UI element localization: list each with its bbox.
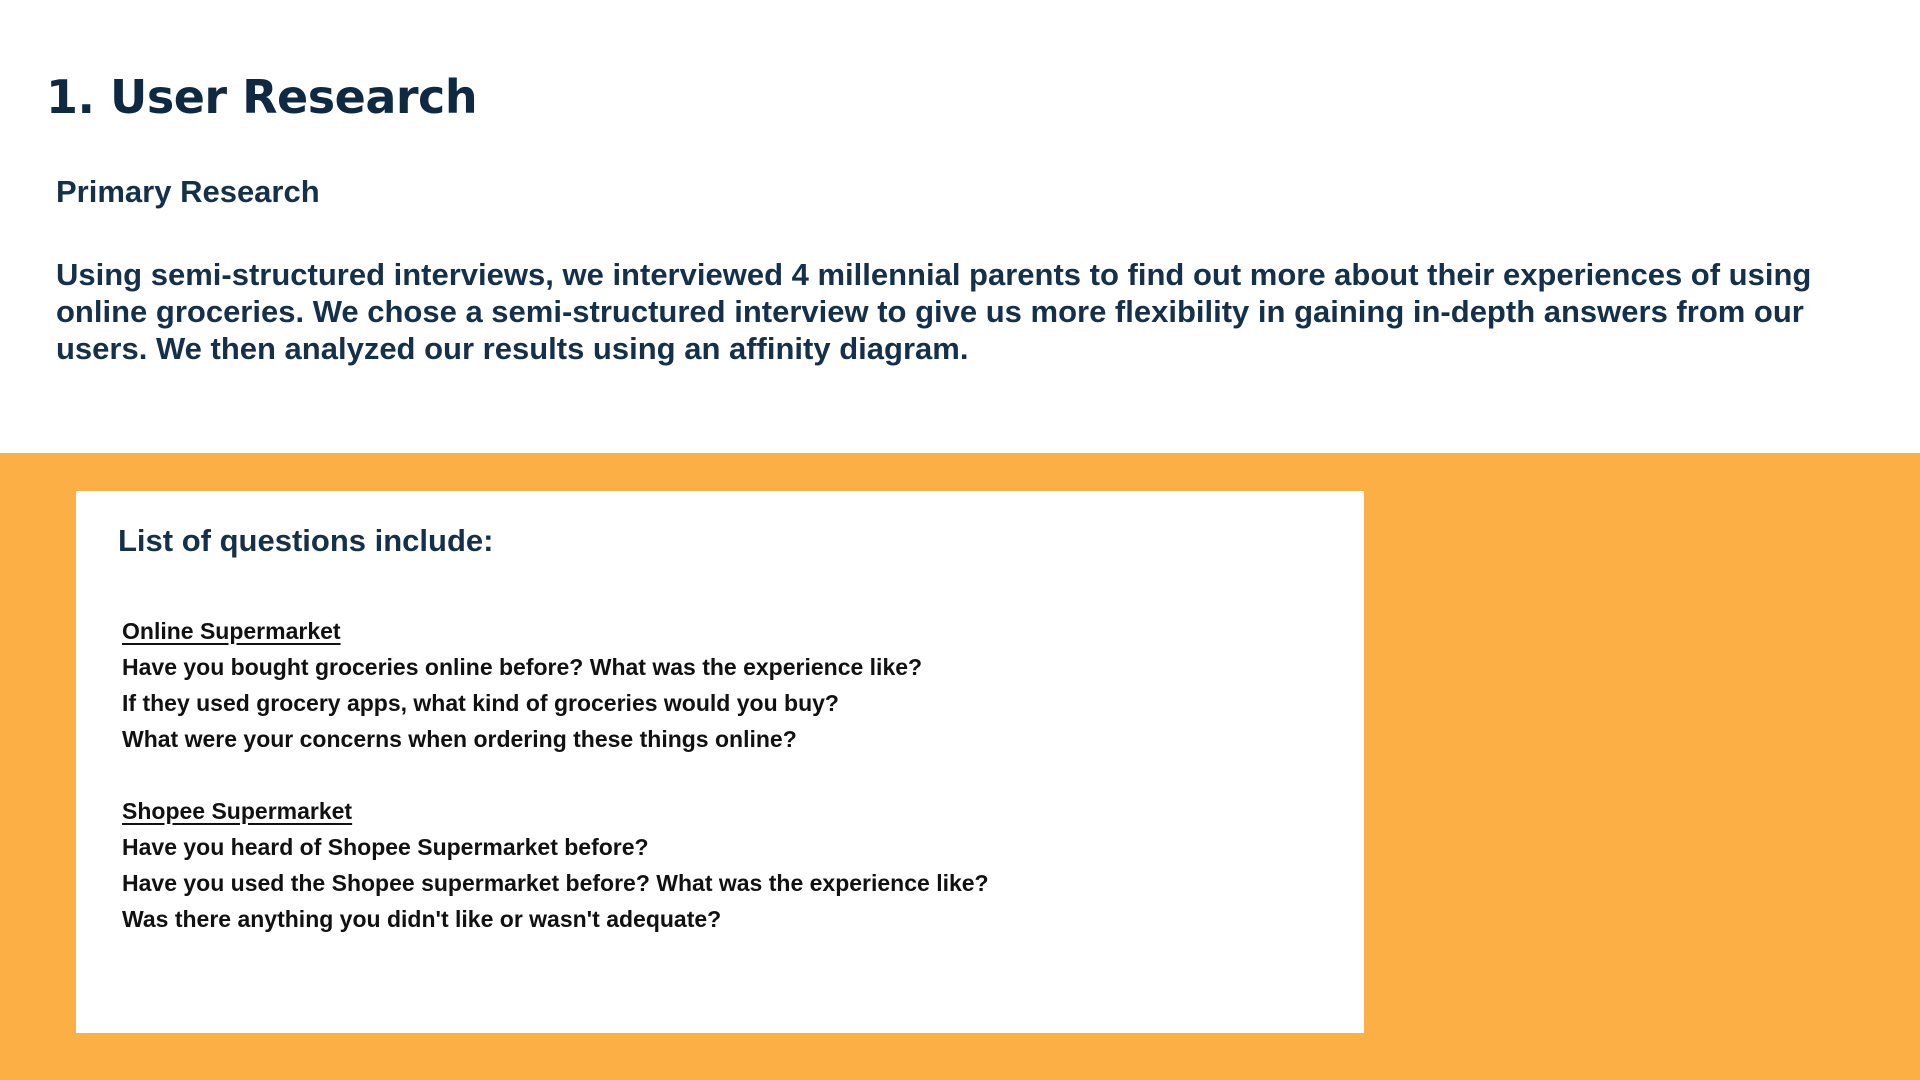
questions-card-title: List of questions include: — [118, 523, 494, 558]
subsection-title: Primary Research — [56, 174, 320, 209]
section-title: 1. User Research — [46, 70, 478, 124]
question-item: If they used grocery apps, what kind of groceries would you buy? — [122, 690, 839, 716]
questions-card — [76, 491, 1364, 1033]
question-group-shopee-supermarket — [122, 793, 989, 937]
question-group-online-supermarket — [122, 613, 922, 757]
question-item: What were your concerns when ordering these things online? — [122, 726, 797, 752]
question-item: Have you bought groceries online before? What was the experience like? — [122, 654, 923, 680]
question-item: Have you used the Shopee supermarket before? What was the experience like? — [122, 870, 989, 896]
question-group-heading: Online Supermarket — [122, 618, 341, 644]
intro-paragraph: Using semi-structured interviews, we interviewed 4 millennial parents to find out more about their experiences of using online groceries. We chose a semi-structured interview to give us more flexibility in gaining in-depth answers from our users. We then analyzed our results using an affinity diagram. — [56, 257, 1812, 366]
question-item: Was there anything you didn't like or wasn't adequate? — [122, 906, 722, 932]
question-item: Have you heard of Shopee Supermarket before? — [122, 834, 649, 860]
question-group-heading: Shopee Supermarket — [122, 798, 353, 824]
